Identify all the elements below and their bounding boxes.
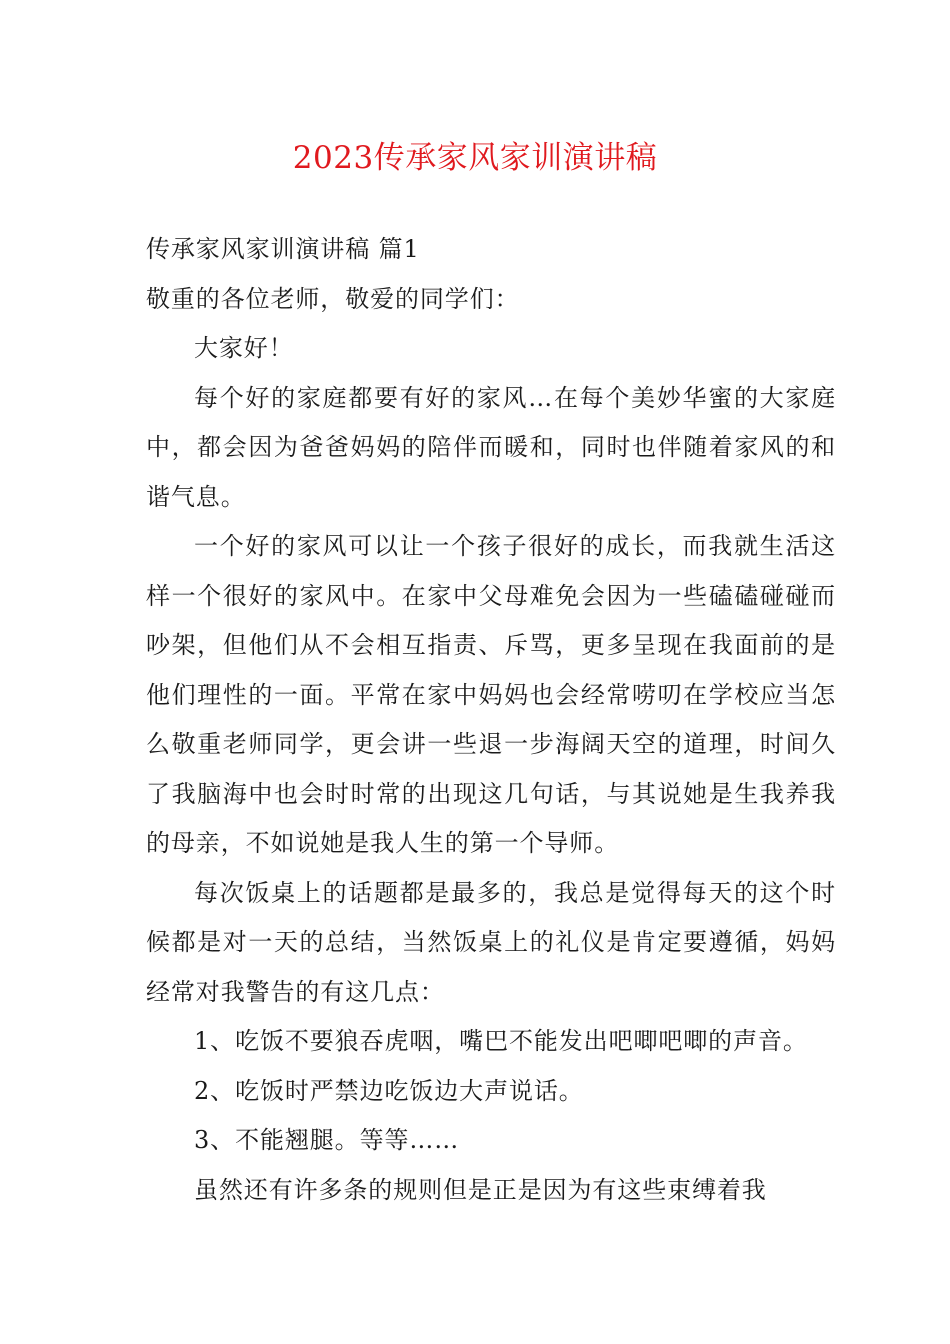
rule-item-3: 3、不能翘腿。等等…… [194, 1126, 460, 1154]
section-heading: 传承家风家训演讲稿 篇1 [146, 235, 420, 263]
rule-item-2: 2、吃饭时严禁边吃饭边大声说话。 [194, 1076, 584, 1105]
paragraph-family-atmosphere: 每个好的家庭都要有好的家风…在每个美妙华蜜的大家庭中，都会因为爸爸妈妈的陪伴而暖和，同时也伴随着家风的和谐气息。 [146, 383, 836, 511]
document-body [146, 225, 836, 1215]
paragraph-closing: 虽然还有许多条的规则但是正是因为有这些束缚着我 [194, 1175, 767, 1204]
greeting: 大家好！ [194, 334, 294, 362]
paragraph-dinner-table: 每次饭桌上的话题都是最多的，我总是觉得每天的这个时候都是对一天的总结，当然饭桌上的礼仪是肯定要遵循，妈妈经常对我警告的有这几点： [146, 878, 836, 1006]
rule-item-1: 1、吃饭不要狼吞虎咽，嘴巴不能发出吧唧吧唧的声音。 [194, 1027, 808, 1055]
document-title: 2023传承家风家训演讲稿 [292, 140, 658, 176]
salutation: 敬重的各位老师，敬爱的同学们： [146, 284, 520, 313]
paragraph-parents-teaching: 一个好的家风可以让一个孩子很好的成长，而我就生活这样一个很好的家风中。在家中父母难免会因为一些磕磕碰碰而吵架，但他们从不会相互指责、斥骂，更多呈现在我面前的是他们理性的一面。平常在家中妈妈也会经常唠叨在学校应当怎么敬重老师同学，更会讲一些退一步海阔天空的道理，时间久了我脑海中也会时时常的出现这几句话，与其说她是生我养我的母亲，不如说她是我人生的第一个导师。 [146, 532, 836, 857]
